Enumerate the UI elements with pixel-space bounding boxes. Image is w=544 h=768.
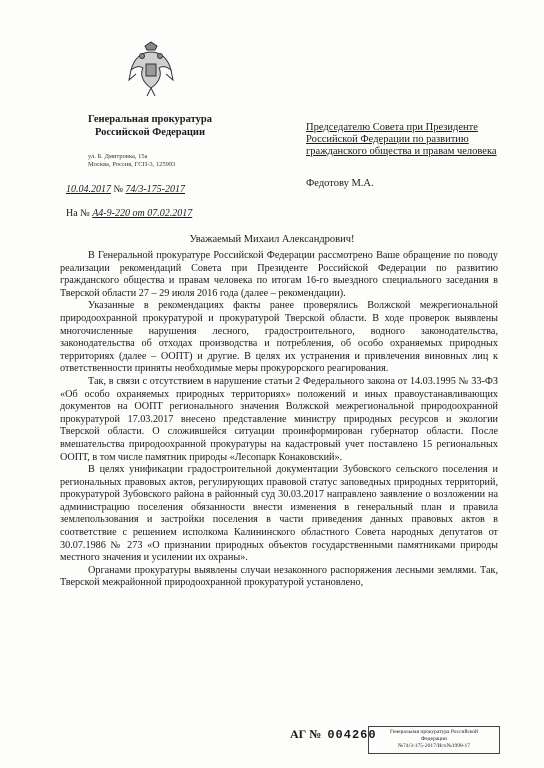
- form-serial-number: 004260: [327, 728, 377, 742]
- registration-line: [66, 184, 185, 195]
- stamp-line-1: Генеральная прокуратура Российской: [390, 729, 478, 735]
- paragraph: Так, в связи с отсутствием в нарушение статьи 2 Федерального закона от 14.03.1995 № 33-ФЗ «Об особо охраняемых природных территориях» положений и иных правоустанавливающих документов на ООПТ регионального значения Волжской межрегиональной природоохранной прокуратурой 17.03.2017 внесено представление министру природных ресурсов и экологии Тверской области. О сложившейся ситуации проинформирован губернатор области. После вмешательства природоохранной прокуратуры на кадастровый учет поставлено 15 региональных ООПТ, в том числе памятник природы «Лесопарк Конаковский».: [60, 375, 498, 463]
- sender-address: [88, 153, 218, 169]
- recipient-name: Федотову М.А.: [306, 178, 374, 189]
- paragraph: Органами прокуратуры выявлены случаи незаконного распоряжения лесными землями. Так, Тверской межрайонной природоохранной прокуратурой установлено,: [60, 564, 498, 589]
- registration-number: 74/3-175-2017: [125, 184, 185, 195]
- stamp-line-3: №74/3-175-2017/Исх№1998-17: [397, 743, 471, 749]
- registration-no-label: №: [113, 184, 124, 195]
- stamp-line-2: Федерации: [421, 736, 447, 742]
- form-serial-label: АГ №: [290, 727, 322, 741]
- reference-number: А4-9-220 от 07.02.2017: [92, 208, 193, 219]
- sender-organization: [70, 113, 230, 139]
- org-line-2: Российской Федерации: [94, 127, 206, 138]
- address-line-1: ул. Б. Дмитровка, 15а: [88, 153, 148, 160]
- org-line-1: Генеральная прокуратура: [88, 114, 212, 125]
- greeting: Уважаемый Михаил Александрович!: [189, 234, 355, 245]
- paragraph: В Генеральной прокуратуре Российской Федерации рассмотрено Ваше обращение по поводу реализации рекомендаций Совета при Президенте Российской Федерации по развитию гражданского общества и правам человека по итогам 16-го выездного специального заседания в Тверской области 27 – 29 июля 2016 года (далее – рекомендации).: [60, 250, 498, 299]
- address-line-2: Москва, Россия, ГСП-3, 125993: [88, 161, 176, 168]
- paragraph: Указанные в рекомендациях факты ранее проверялись Волжской межрегиональной природоохранной прокуратурой и прокуратурой Тверской области. В ходе проверок выявлены многочисленные нарушения лесного, градостроительного, водного законодательства, законодательства об отходах производства и потребления, об особо охраняемых природных территориях (далее – ООПТ) и другие. В целях их устранения и привлечения виновных лиц к ответственности приняты необходимые меры прокурорского реагирования.: [60, 300, 498, 375]
- reference-label: На №: [66, 208, 90, 219]
- letter-body: [60, 250, 498, 590]
- registration-stamp-box: [368, 726, 500, 754]
- registration-date: 10.04.2017: [66, 184, 111, 195]
- recipient-title: Председателю Совета при Президенте Российской Федерации по развитию гражданского общества и правам человека: [306, 122, 497, 157]
- reference-line: [66, 208, 192, 219]
- paragraph: В целях унификации градостроительной документации Зубовского сельского поселения и региональных правовых актов, регулирующих правовой статус заповедных природных территорий, прокуратурой Зубовского района в районный суд 30.03.2017 направлено заявление о возложении на администрацию поселения обязанности внести изменения в генеральный план и правила землепользования и застройки поселения в части приведения данных правовых актов в соответствие с решением исполкома Калининского областного Совета народных депутатов от 30.07.1986 № 273 «О признании природных объектов государственными памятниками природы местного значения и усилении их охраны».: [60, 464, 498, 564]
- form-serial: [290, 727, 377, 742]
- coat-of-arms-emblem-icon: [128, 40, 174, 98]
